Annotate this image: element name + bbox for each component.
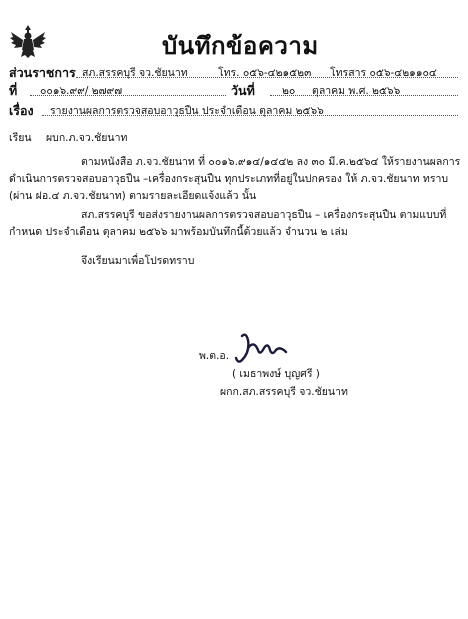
signatory-name: ( เมธาพงษ์ บุญศรี ) xyxy=(232,368,320,380)
agency-value: สภ.สรรคบุรี จว.ชัยนาท xyxy=(82,67,188,79)
subject-value: รายงานผลการตรวจสอบอาวุธปืน ประจำเดือน ตุลาคม ๒๕๖๖ xyxy=(50,105,324,117)
phone-number: โทร. ๐๕๖-๔๒๑๕๒๓ xyxy=(218,67,312,79)
closing-line: จึงเรียนมาเพื่อโปรดทราบ xyxy=(81,255,195,267)
handwritten-signature xyxy=(228,330,292,368)
memo-title: บันทึกข้อความ xyxy=(162,32,319,60)
ref-label: ที่ xyxy=(9,83,18,98)
body-paragraph-2-line-1: สภ.สรรคบุรี ขอส่งรายงานผลการตรวจสอบอาวุธปืน – เครื่องกระสุนปืน ตามแบบที่ xyxy=(81,209,447,221)
body-paragraph-1-line-2: ดำเนินการตรวจสอบอาวุธปืน –เครื่องกระสุนปืน ทุกประเภทที่อยู่ในปกครอง ให้ ภ.จว.ชัยนาท ทราบ xyxy=(9,173,449,185)
date-day: ๒๐ xyxy=(282,85,296,97)
garuda-emblem-icon xyxy=(8,22,48,60)
body-paragraph-1-line-1: ตามหนังสือ ภ.จว.ชัยนาท ที่ ๐๐๑๖.๙๑๔/๑๔๔๒ ลง ๓๐ มี.ค.๒๕๖๔ ให้รายงานผลการ xyxy=(81,156,461,168)
agency-label: ส่วนราชการ xyxy=(9,65,76,80)
date-label: วันที่ xyxy=(231,83,255,98)
signatory-rank: พ.ต.อ. xyxy=(199,350,230,362)
date-month-year: ตุลาคม พ.ศ. ๒๕๖๖ xyxy=(312,85,401,97)
ref-value: ๐๐๑๖.๙๙/ ๒๗๙๗ xyxy=(40,85,123,97)
signatory-position: ผกก.สภ.สรรคบุรี จว.ชัยนาท xyxy=(220,386,348,398)
subject-label: เรื่อง xyxy=(9,103,34,118)
body-paragraph-1-line-3: (ผ่าน ฝอ.๔ ภ.จว.ชัยนาท) ตามรายละเอียดแจ้งแล้ว นั้น xyxy=(9,190,257,202)
to-value: ผบก.ภ.จว.ชัยนาท xyxy=(46,132,128,144)
fax-number: โทรสาร ๐๕๖-๔๒๑๑๐๔ xyxy=(330,67,437,79)
body-paragraph-2-line-2: กำหนด ประจำเดือน ตุลาคม ๒๕๖๖ มาพร้อมบันทึกนี้ด้วยแล้ว จำนวน ๒ เล่ม xyxy=(9,226,348,238)
to-label: เรียน xyxy=(9,132,32,144)
